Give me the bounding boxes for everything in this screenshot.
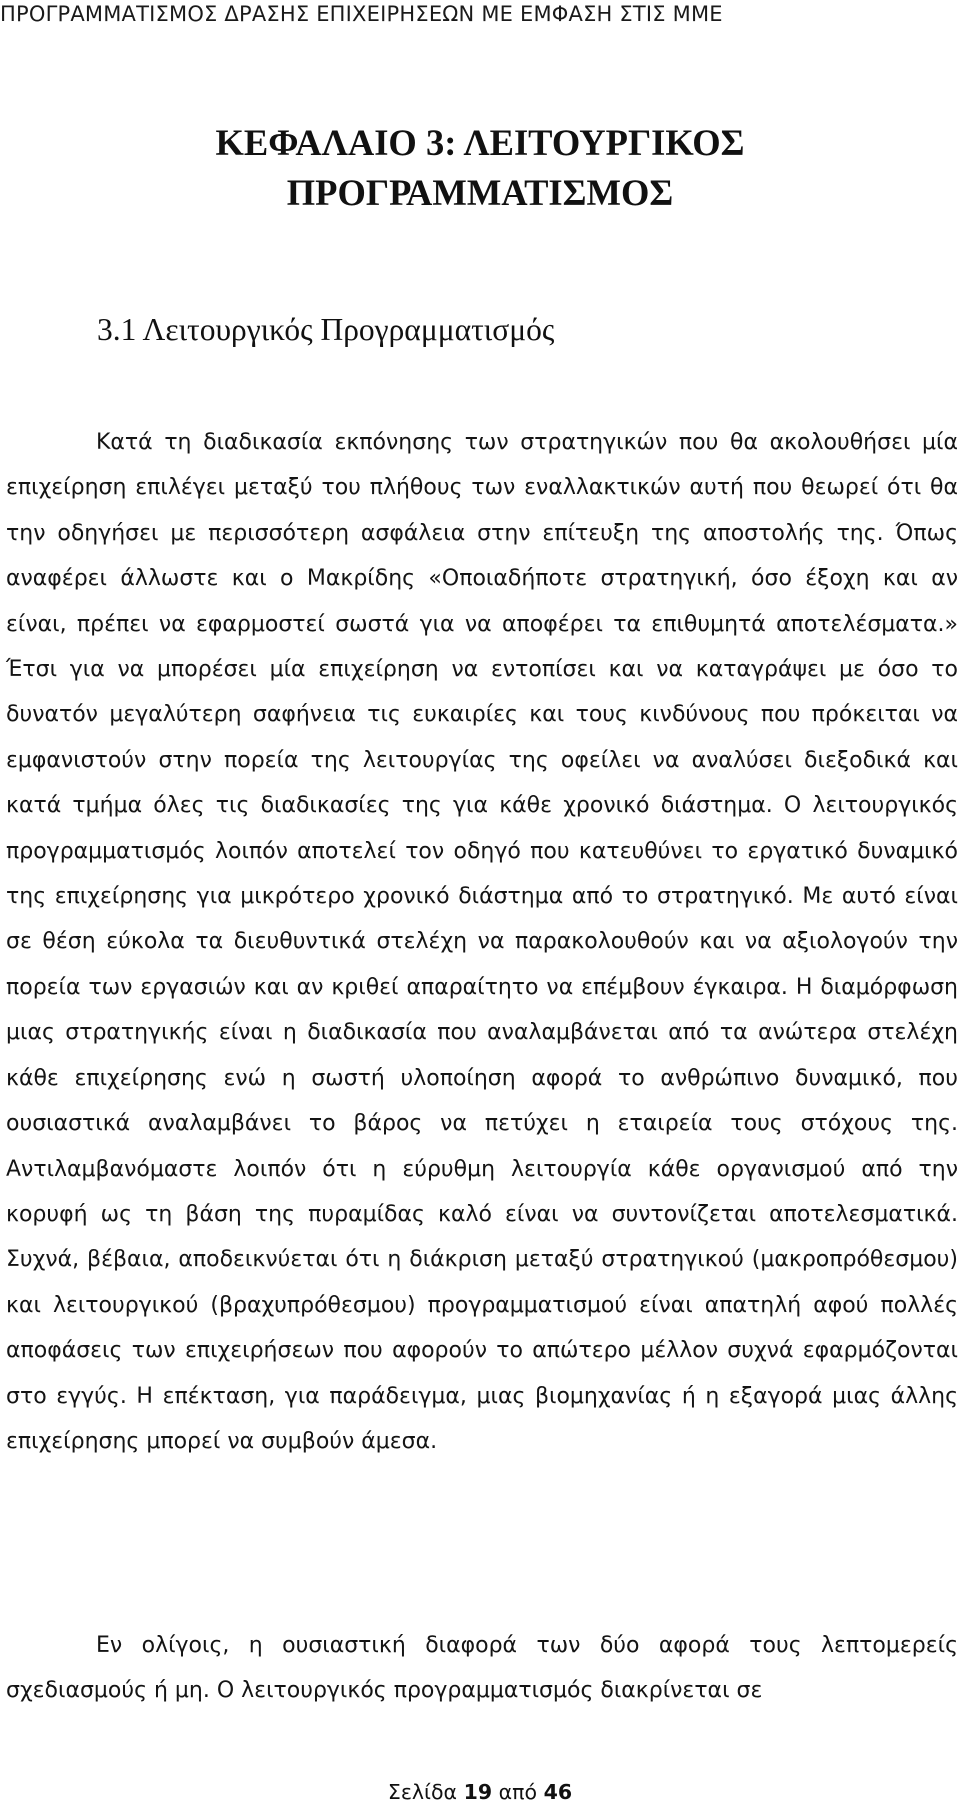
body-paragraph-2-block bbox=[6, 1623, 958, 1714]
chapter-title bbox=[0, 118, 960, 218]
page-total: 46 bbox=[543, 1780, 573, 1804]
chapter-title-line-2: ΠΡΟΓΡΑΜΜΑΤΙΣΜΟΣ bbox=[286, 172, 674, 213]
page-of-label: από bbox=[498, 1780, 538, 1804]
chapter-title-line-1: ΚΕΦΑΛΑΙΟ 3: ΛΕΙΤΟΥΡΓΙΚΟΣ bbox=[215, 122, 745, 163]
body-paragraph: Εν ολίγοις, η ουσιαστική διαφορά των δύο αφορά τους λεπτομερείς σχεδιασμούς ή μη. Ο λειτουργικός προγραμματισμός διακρίνεται σε bbox=[6, 1633, 958, 1704]
section-title: 3.1 Λειτουργικός Προγραμματισμός bbox=[97, 312, 555, 347]
body-paragraph: Κατά τη διαδικασία εκπόνησης των στρατηγικών που θα ακολουθήσει μία επιχείρηση επιλέγει μεταξύ του πλήθους των εναλλακτικών αυτή που θεωρεί ότι θα την οδηγήσει με περισσότερη ασφάλεια στην επίτευξη της αποστολής της. Όπως αναφέρει άλλωστε και ο Μακρίδης «Οποιαδήποτε στρατηγική, όσο έξοχη και αν είναι, πρέπει να εφαρμοστεί σωστά για να αποφέρει τα επιθυμητά αποτελέσματα.» Έτσι για να μπορέσει μία επιχείρηση να εντοπίσει και να καταγράψει με όσο το δυνατόν μεγαλύτερη σαφήνεια τις ευκαιρίες και τους κινδύνους που πρόκειται να εμφανιστούν στην πορεία της λειτουργίας της οφείλει να αναλύσει διεξοδικά και κατά τμήμα όλες τις διαδικασίες της για κάθε χρονικό διάστημα. Ο λειτουργικός προγραμματισμός λοιπόν αποτελεί τον οδηγό που κατευθύνει το εργατικό δυναμικό της επιχείρησης για μικρότερο χρονικό διάστημα από το στρατηγικό. Με αυτό είναι σε θέση εύκολα τα διευθυντικά στελέχη να παρακολουθούν και να αξιολογούν την πορεία των εργασιών και αν κριθεί απαραίτητο να επέμβουν έγκαιρα. Η διαμόρφωση μιας στρατηγικής είναι η διαδικασία που αναλαμβάνεται από τα ανώτερα στελέχη κάθε επιχείρησης ενώ η σωστή υλοποίηση αφορά το ανθρώπινο δυναμικό, που ουσιαστικά αναλαμβάνει το βάρος να πετύχει η εταιρεία τους στόχους της. Αντιλαμβανόμαστε λοιπόν ότι η εύρυθμη λειτουργία κάθε οργανισμού από την κορυφή ως τη βάση της πυραμίδας καλό είναι να συντονίζεται αποτελεσματικά. Συχνά, βέβαια, αποδεικνύεται ότι η διάκριση μεταξύ στρατηγικού (μακροπρόθεσμου) και λειτουργικού (βραχυπρόθεσμου) προγραμματισμού είναι απατηλή αφού πολλές αποφάσεις των επιχειρήσεων που αφορούν το απώτερο μέλλον συχνά εφαρμόζονται στο εγγύς. Η επέκταση, για παράδειγμα, μιας βιομηχανίας ή η εξαγορά μιας άλλης επιχείρησης μπορεί να συμβούν άμεσα. bbox=[6, 430, 958, 1454]
page-label: Σελίδα bbox=[387, 1780, 458, 1804]
body-paragraph-1-block bbox=[6, 420, 958, 1464]
page-number bbox=[0, 1780, 960, 1804]
page-current: 19 bbox=[463, 1780, 493, 1804]
running-header: ΠΡΟΓΡΑΜΜΑΤΙΣΜΟΣ ΔΡΑΣΗΣ ΕΠΙΧΕΙΡΗΣΕΩΝ ΜΕ ΕΜΦΑΣΗ ΣΤΙΣ ΜΜΕ bbox=[0, 2, 723, 26]
